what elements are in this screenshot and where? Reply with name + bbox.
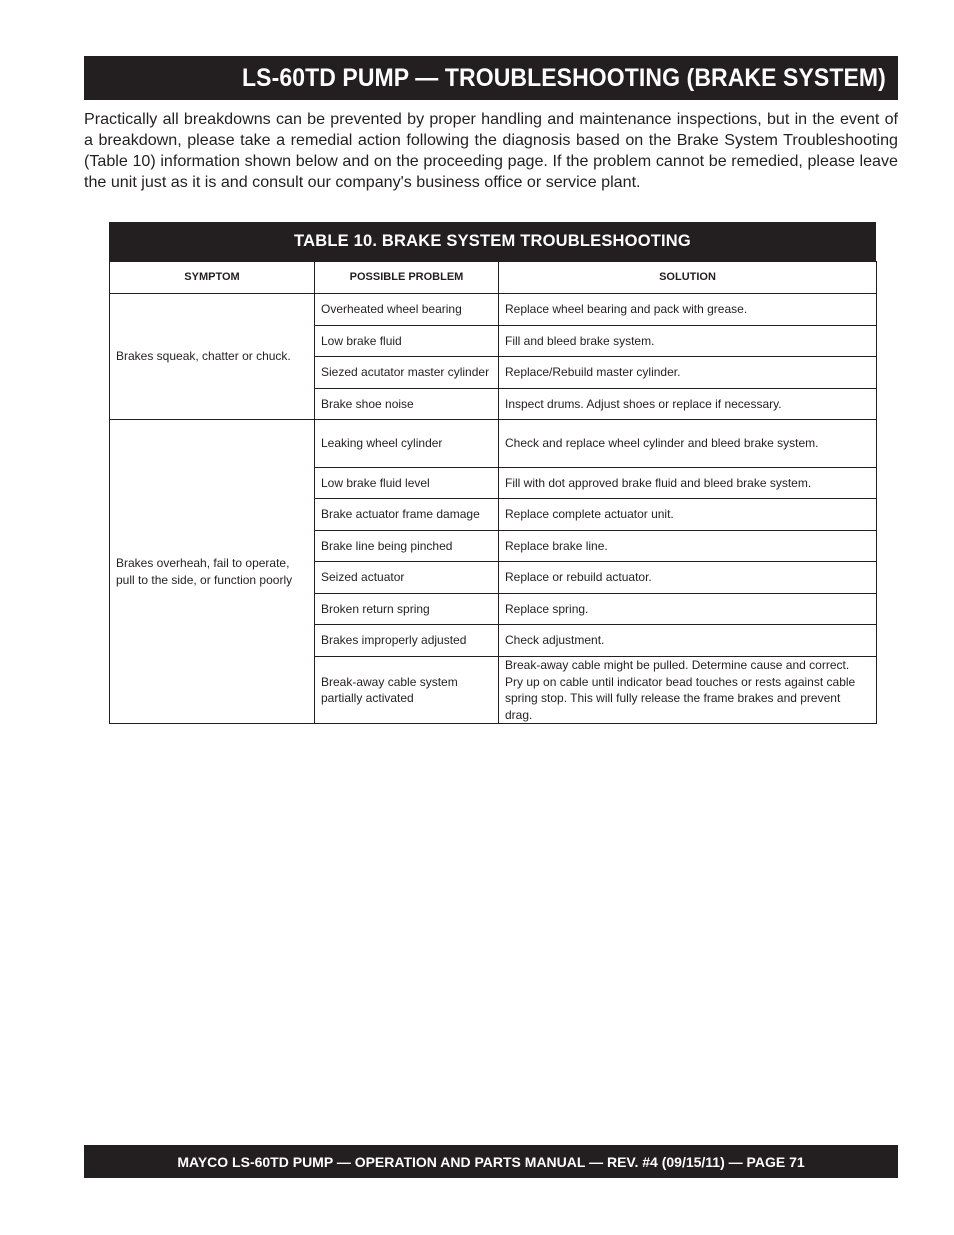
troubleshooting-table [109, 261, 877, 724]
problem-cell: Seized actuator [315, 562, 499, 594]
solution-cell: Check adjustment. [499, 625, 877, 657]
problem-cell: Brake shoe noise [315, 389, 499, 420]
solution-cell: Break-away cable might be pulled. Determine cause and correct. Pry up on cable until indicator bead touches or rests against cable spring stop. This will fully release the frame brakes and prevent drag. [499, 657, 877, 724]
intro-paragraph: Practically all breakdowns can be prevented by proper handling and maintenance inspections, but in the event of a breakdown, please take a remedial action following the diagnosis based on the Brake System Troubleshooting (Table 10) information shown below and on the proceeding page. If the problem cannot be remedied, please leave the unit just as it is and consult our company's business office or service plant. [84, 110, 898, 191]
troubleshooting-table-container [109, 222, 876, 724]
column-header-solution: SOLUTION [499, 262, 877, 294]
table-body [110, 294, 877, 724]
solution-cell: Fill with dot approved brake fluid and bleed brake system. [499, 468, 877, 499]
symptom-cell: Brakes squeak, chatter or chuck. [110, 294, 315, 420]
problem-cell: Leaking wheel cylinder [315, 420, 499, 468]
table-header-row [110, 262, 877, 294]
solution-cell: Replace wheel bearing and pack with grease. [499, 294, 877, 326]
solution-cell: Check and replace wheel cylinder and bleed brake system. [499, 420, 877, 468]
column-header-possible-problem: POSSIBLE PROBLEM [315, 262, 499, 294]
problem-cell: Overheated wheel bearing [315, 294, 499, 326]
footer-text: MAYCO LS-60TD PUMP — OPERATION AND PARTS MANUAL — REV. #4 (09/15/11) — PAGE 71 [177, 1153, 805, 1170]
problem-cell: Low brake fluid [315, 326, 499, 357]
solution-cell: Replace complete actuator unit. [499, 499, 877, 531]
problem-cell: Break-away cable system partially activated [315, 657, 499, 724]
page-title: LS-60TD PUMP — TROUBLESHOOTING (BRAKE SYSTEM) [242, 63, 886, 92]
solution-cell: Replace or rebuild actuator. [499, 562, 877, 594]
footer-bar [84, 1145, 898, 1178]
problem-cell: Brakes improperly adjusted [315, 625, 499, 657]
solution-cell: Replace brake line. [499, 531, 877, 562]
problem-cell: Brake line being pinched [315, 531, 499, 562]
table-row [110, 420, 877, 468]
problem-cell: Brake actuator frame damage [315, 499, 499, 531]
page-title-bar [84, 56, 898, 100]
solution-cell: Replace spring. [499, 594, 877, 625]
problem-cell: Low brake fluid level [315, 468, 499, 499]
solution-cell: Replace/Rebuild master cylinder. [499, 357, 877, 389]
solution-cell: Inspect drums. Adjust shoes or replace if necessary. [499, 389, 877, 420]
solution-cell: Fill and bleed brake system. [499, 326, 877, 357]
problem-cell: Broken return spring [315, 594, 499, 625]
column-header-symptom: SYMPTOM [110, 262, 315, 294]
symptom-cell: Brakes overheah, fail to operate, pull to the side, or function poorly [110, 420, 315, 724]
table-title: TABLE 10. BRAKE SYSTEM TROUBLESHOOTING [109, 222, 876, 261]
problem-cell: Siezed acutator master cylinder [315, 357, 499, 389]
table-row [110, 294, 877, 326]
